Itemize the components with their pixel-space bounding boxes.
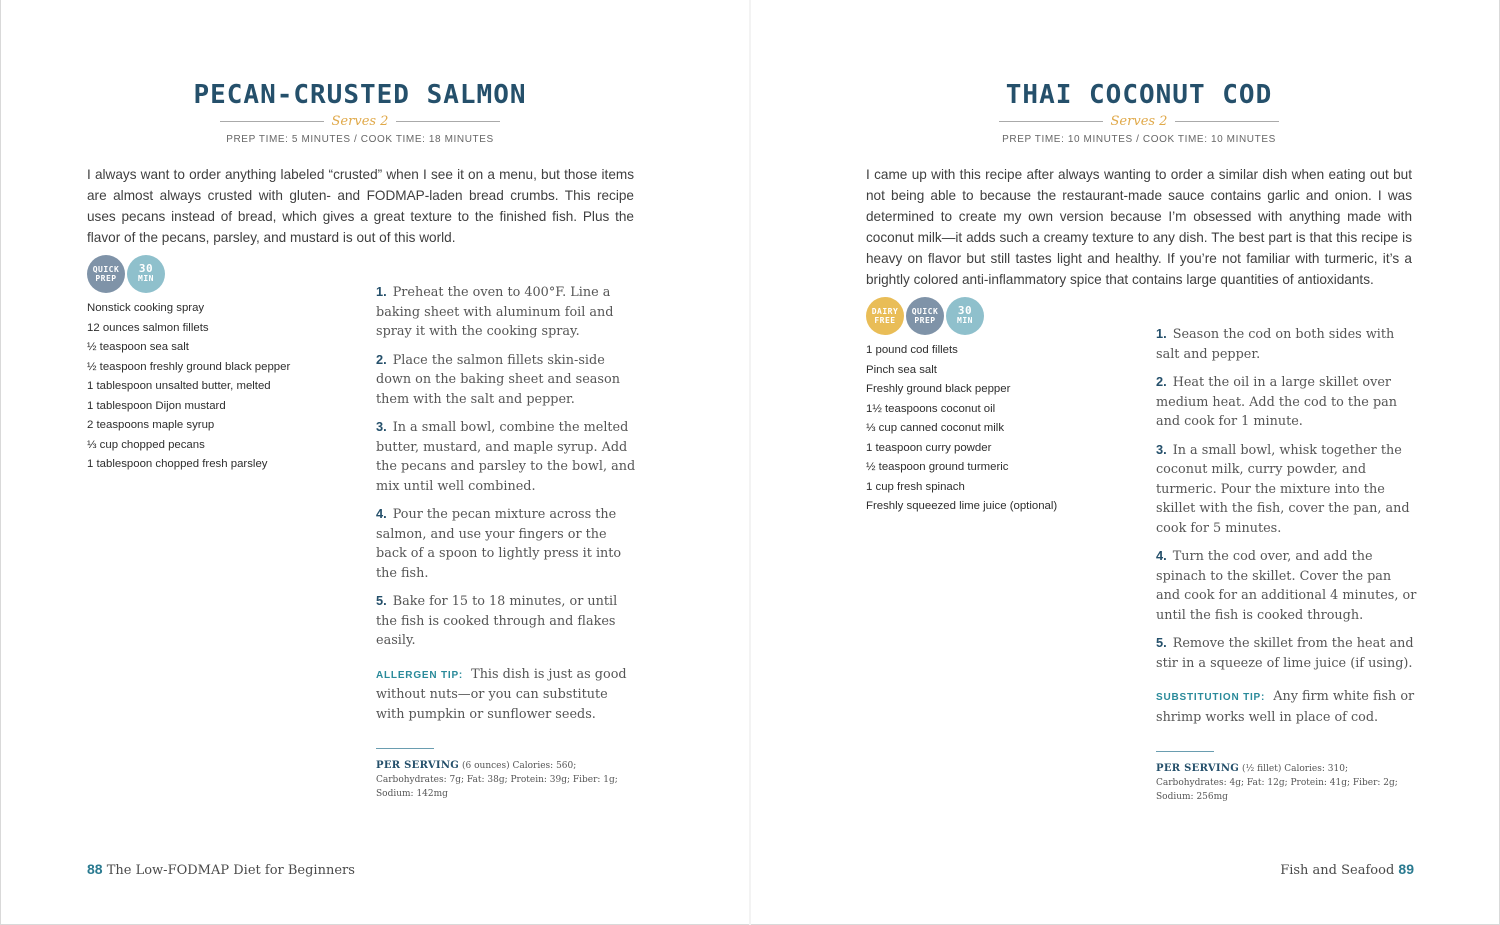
ingredient-item: Freshly squeezed lime juice (optional): [866, 500, 1058, 512]
step-number: 2.: [376, 351, 387, 367]
serves-label: Serves 2: [1110, 113, 1168, 129]
ingredient-item: 1 teaspoon curry powder: [866, 441, 992, 454]
page-footer: [1280, 861, 1414, 878]
ingredient-item: Nonstick cooking spray: [87, 302, 205, 314]
badge-line: QUICK: [911, 307, 939, 316]
method-column: [376, 282, 638, 801]
ingredient-item: ½ teaspoon sea salt: [87, 341, 189, 353]
ingredient-item: 1 cup fresh spinach: [866, 480, 965, 493]
badge-text: [912, 307, 939, 325]
step-text: Place the salmon fillets skin-side down on the baking sheet and season them with the salt and pepper.: [376, 352, 620, 407]
method-step: [376, 591, 638, 651]
step-text: In a small bowl, whisk together the coconut milk, curry powder, and turmeric. Pour the mixture into the skillet with the fish, cover the pan, and cook for 5 minutes.: [1156, 442, 1410, 536]
page-footer: [87, 861, 355, 878]
recipe-intro: I always want to order anything labeled “crusted” when I see it on a menu, but those items are almost always crusted with gluten- and FODMAP-laden bread crumbs. This recipe uses pecans instead of bread, which gives a great texture to the finished fish. Plus the flavor of the pecans, parsley, and mustard is out of this world.: [87, 167, 634, 245]
badge-line: PREP: [95, 274, 117, 283]
serves-rule-right: [396, 121, 500, 122]
prep-cook-times: PREP TIME: 5 MINUTES / COOK TIME: 18 MINUTES: [226, 134, 494, 145]
step-text: Turn the cod over, and add the spinach to the skillet. Cover the pan and cook for an additional 4 minutes, or until the fish is cooked through.: [1156, 549, 1417, 623]
step-number: 1.: [376, 284, 387, 299]
tip-paragraph: [376, 665, 638, 725]
ingredient-item: Pinch sea salt: [866, 363, 937, 376]
step-list: [1156, 324, 1418, 673]
badge-line: FREE: [874, 316, 896, 325]
tip-text: Any firm white fish or shrimp works well in place of cod.: [1156, 689, 1415, 725]
step-number: 3.: [376, 419, 387, 434]
method-step: [376, 417, 638, 496]
prep-cook-times: PREP TIME: 10 MINUTES / COOK TIME: 10 MINUTES: [1002, 134, 1276, 145]
ingredient-item: ½ teaspoon ground turmeric: [866, 461, 1009, 473]
step-number: 5.: [1156, 635, 1167, 650]
serving-label: PER SERVING: [1156, 763, 1240, 774]
badge-group: [87, 255, 165, 293]
recipe-intro: I came up with this recipe after always wanting to order a similar dish when eating out but not being able to because the restaurant-made sauce contains garlic and onion. I was determined to create my own version because I’m obsessed with anything made with coconut milk—it adds such a creamy texture to any dish. The best part is that this recipe is heavy on flavor but still tastes light and healthy. If you’re not familiar with turmeric, it’s a brightly colored anti-inflammatory spice that contains large quantities of antioxidants.: [866, 167, 1412, 287]
serves-rule-left: [999, 121, 1103, 122]
step-text: Bake for 15 to 18 minutes, or until the fish is cooked through and flakes easily.: [376, 594, 618, 648]
tip-label: ALLERGEN TIP:: [376, 669, 464, 681]
ingredient-item: 12 ounces salmon fillets: [87, 321, 209, 334]
badge-line: 30: [957, 304, 973, 317]
badge-line: MIN: [138, 274, 154, 283]
badge-line: MIN: [957, 316, 973, 325]
tip-label: SUBSTITUTION TIP:: [1156, 692, 1266, 703]
step-text: Season the cod on both sides with salt and pepper.: [1156, 327, 1395, 362]
method-step: [1156, 440, 1418, 539]
method-step: [1156, 324, 1418, 364]
ingredient-item: ⅓ cup chopped pecans: [87, 438, 205, 451]
method-step: [376, 504, 638, 583]
method-step: [376, 282, 638, 342]
page-number: 89: [1398, 861, 1414, 877]
serves-row: [999, 111, 1279, 131]
ingredient-item: 1½ teaspoons coconut oil: [866, 402, 996, 415]
running-head: Fish and Seafood: [1280, 863, 1395, 878]
step-number: 1.: [1156, 326, 1167, 341]
serves-rule-left: [220, 121, 324, 122]
step-text: Pour the pecan mixture across the salmon, and use your fingers or the back of a spoon to lightly press it into the fish.: [376, 507, 622, 581]
serves-rule-right: [1175, 121, 1279, 122]
serves-row: [220, 111, 500, 131]
step-text: In a small bowl, combine the melted butter, mustard, and maple syrup. Add the pecans and parsley to the bowl, and mix until well combined.: [376, 420, 636, 494]
diet-badge: [866, 297, 904, 335]
serving-rule: [376, 748, 434, 749]
ingredient-item: ½ teaspoon freshly ground black pepper: [87, 360, 291, 373]
method-step: [1156, 372, 1418, 432]
right-page: [750, 0, 1500, 925]
recipe-title: THAI COCONUT COD: [1005, 80, 1273, 110]
tip-paragraph: [1156, 687, 1418, 727]
ingredient-item: 1 tablespoon unsalted butter, melted: [87, 380, 271, 392]
serving-rule: [1156, 751, 1214, 752]
method-column: [1156, 324, 1418, 804]
step-number: 5.: [376, 593, 387, 608]
ingredient-item: 1 pound cod fillets: [866, 344, 958, 356]
ingredient-item: Freshly ground black pepper: [866, 383, 1011, 395]
badge-line: QUICK: [92, 265, 120, 274]
diet-badge: [127, 255, 165, 293]
step-text: Heat the oil in a large skillet over medium heat. Add the cod to the pan and cook for 1 minute.: [1156, 375, 1398, 429]
method-step: [376, 350, 638, 410]
serving-text: (½ fillet) Calories: 310; Carbohydrates: 4g; Fat: 12g; Protein: 41g; Fiber: 2g; Sodium: 256mg: [1156, 764, 1398, 802]
serves-label: Serves 2: [331, 113, 389, 129]
ingredient-item: ⅓ cup canned coconut milk: [866, 422, 1005, 434]
step-number: 4.: [1156, 548, 1167, 563]
badge-group: [866, 297, 984, 335]
step-list: [376, 282, 638, 651]
step-text: Remove the skillet from the heat and stir in a squeeze of lime juice (if using).: [1156, 636, 1414, 671]
badge-text: [872, 307, 899, 325]
diet-badge: [87, 255, 125, 293]
step-number: 4.: [376, 506, 387, 521]
badge-line: PREP: [914, 316, 936, 325]
nutrition-info: [1156, 762, 1418, 804]
ingredient-item: 2 teaspoons maple syrup: [87, 419, 215, 431]
diet-badge: [946, 297, 984, 335]
badge-text: [138, 264, 154, 284]
diet-badge: [906, 297, 944, 335]
tip-text: This dish is just as good without nuts—or you can substitute with pumpkin or sunflower seeds.: [376, 666, 627, 722]
badge-text: [957, 306, 973, 326]
step-number: 3.: [1156, 441, 1167, 457]
badge-text: [93, 265, 120, 283]
serving-text: (6 ounces) Calories: 560; Carbohydrates: 7g; Fat: 38g; Protein: 39g; Fiber: 1g; Sodium: 142mg: [376, 761, 618, 799]
ingredient-list: [87, 299, 290, 475]
recipe-title: PECAN-CRUSTED SALMON: [193, 80, 527, 110]
page-number: 88: [87, 861, 103, 877]
step-number: 2.: [1156, 374, 1167, 389]
step-text: Preheat the oven to 400°F. Line a baking sheet with aluminum foil and spray it with the cooking spray.: [376, 285, 614, 339]
serving-label: PER SERVING: [376, 760, 460, 771]
nutrition-info: [376, 759, 638, 801]
running-head: The Low-FODMAP Diet for Beginners: [106, 863, 355, 878]
method-step: [1156, 546, 1418, 625]
badge-line: 30: [138, 262, 154, 275]
badge-line: DAIRY: [871, 307, 899, 316]
method-step: [1156, 633, 1418, 673]
ingredient-item: 1 tablespoon Dijon mustard: [87, 399, 226, 412]
ingredient-item: 1 tablespoon chopped fresh parsley: [87, 458, 268, 470]
ingredient-list: [866, 341, 1057, 517]
